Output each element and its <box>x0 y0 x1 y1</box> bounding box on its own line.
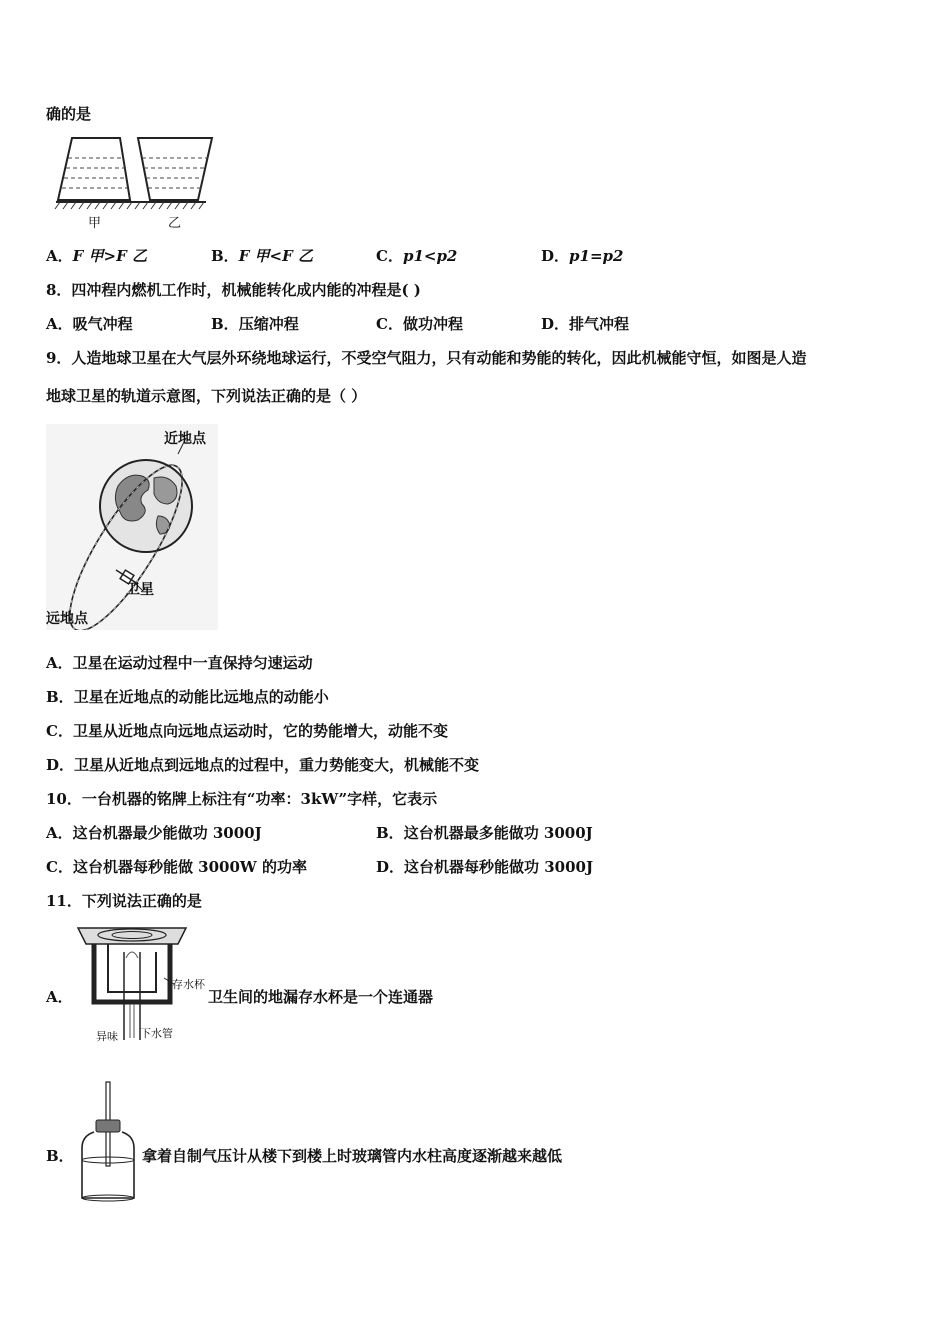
q7-option-a[interactable]: A．F 甲>F 乙 <box>46 247 147 265</box>
q10-option-c[interactable]: C．这台机器每秒能做 3000W 的功率 <box>46 858 307 876</box>
q9-orbit-figure <box>46 424 218 630</box>
q11-label-cup: 存水杯 <box>172 978 205 991</box>
q7-containers-figure <box>46 134 216 230</box>
q7-option-d[interactable]: D．p1=p2 <box>541 247 624 265</box>
q9-stem-line2: 地球卫星的轨道示意图，下列说法正确的是（ ） <box>46 387 367 405</box>
q11-option-b-text[interactable]: 拿着自制气压计从楼下到楼上时玻璃管内水柱高度逐渐越来越低 <box>142 1147 563 1165</box>
q11-option-b-letter[interactable]: B． <box>46 1147 74 1165</box>
q8-option-a[interactable]: A．吸气冲程 <box>46 315 133 333</box>
q10-option-d[interactable]: D．这台机器每秒能做功 3000J <box>376 858 594 876</box>
q9-option-b[interactable]: B．卫星在近地点的动能比远地点的动能小 <box>46 688 329 706</box>
q8-option-b[interactable]: B．压缩冲程 <box>211 315 299 333</box>
q11-label-pipe: 下水管 <box>140 1027 173 1040</box>
q9-label-perigee: 近地点 <box>164 431 206 447</box>
q11-barometer-figure <box>80 1080 138 1204</box>
q11-label-odor: 异味 <box>96 1030 118 1043</box>
q7-label-yi: 乙 <box>168 216 182 231</box>
q9-option-d[interactable]: D．卫星从近地点到远地点的过程中，重力势能变大，机械能不变 <box>46 756 480 774</box>
q9-label-apogee: 远地点 <box>46 611 88 627</box>
q11-stem: 11．下列说法正确的是 <box>46 892 202 910</box>
q8-option-c[interactable]: C．做功冲程 <box>376 315 463 333</box>
q9-label-satellite: 卫星 <box>126 582 154 598</box>
q10-option-a[interactable]: A．这台机器最少能做功 3000J <box>46 824 262 842</box>
q9-option-a[interactable]: A．卫星在运动过程中一直保持匀速运动 <box>46 654 313 672</box>
q7-option-b[interactable]: B．F 甲<F 乙 <box>211 247 313 265</box>
q8-option-d[interactable]: D．排气冲程 <box>541 315 630 333</box>
q7-label-jia: 甲 <box>88 216 102 231</box>
q10-option-b[interactable]: B．这台机器最多能做功 3000J <box>376 824 593 842</box>
q9-option-c[interactable]: C．卫星从近地点向远地点运动时，它的势能增大，动能不变 <box>46 722 448 740</box>
q9-stem-line1: 9．人造地球卫星在大气层外环绕地球运行，不受空气阻力，只有动能和势能的转化，因此机械能守恒，如图是人造 <box>46 349 807 367</box>
q7-lead-text: 确的是 <box>46 105 92 123</box>
q11-option-a-text[interactable]: 卫生间的地漏存水杯是一个连通器 <box>208 988 434 1006</box>
q10-stem: 10．一台机器的铭牌上标注有“功率：3kW”字样，它表示 <box>46 790 438 808</box>
q7-option-c[interactable]: C．p1<p2 <box>376 247 458 265</box>
q8-stem: 8．四冲程内燃机工作时，机械能转化成内能的冲程是( ) <box>46 281 421 299</box>
q11-option-a-letter[interactable]: A． <box>46 988 73 1006</box>
